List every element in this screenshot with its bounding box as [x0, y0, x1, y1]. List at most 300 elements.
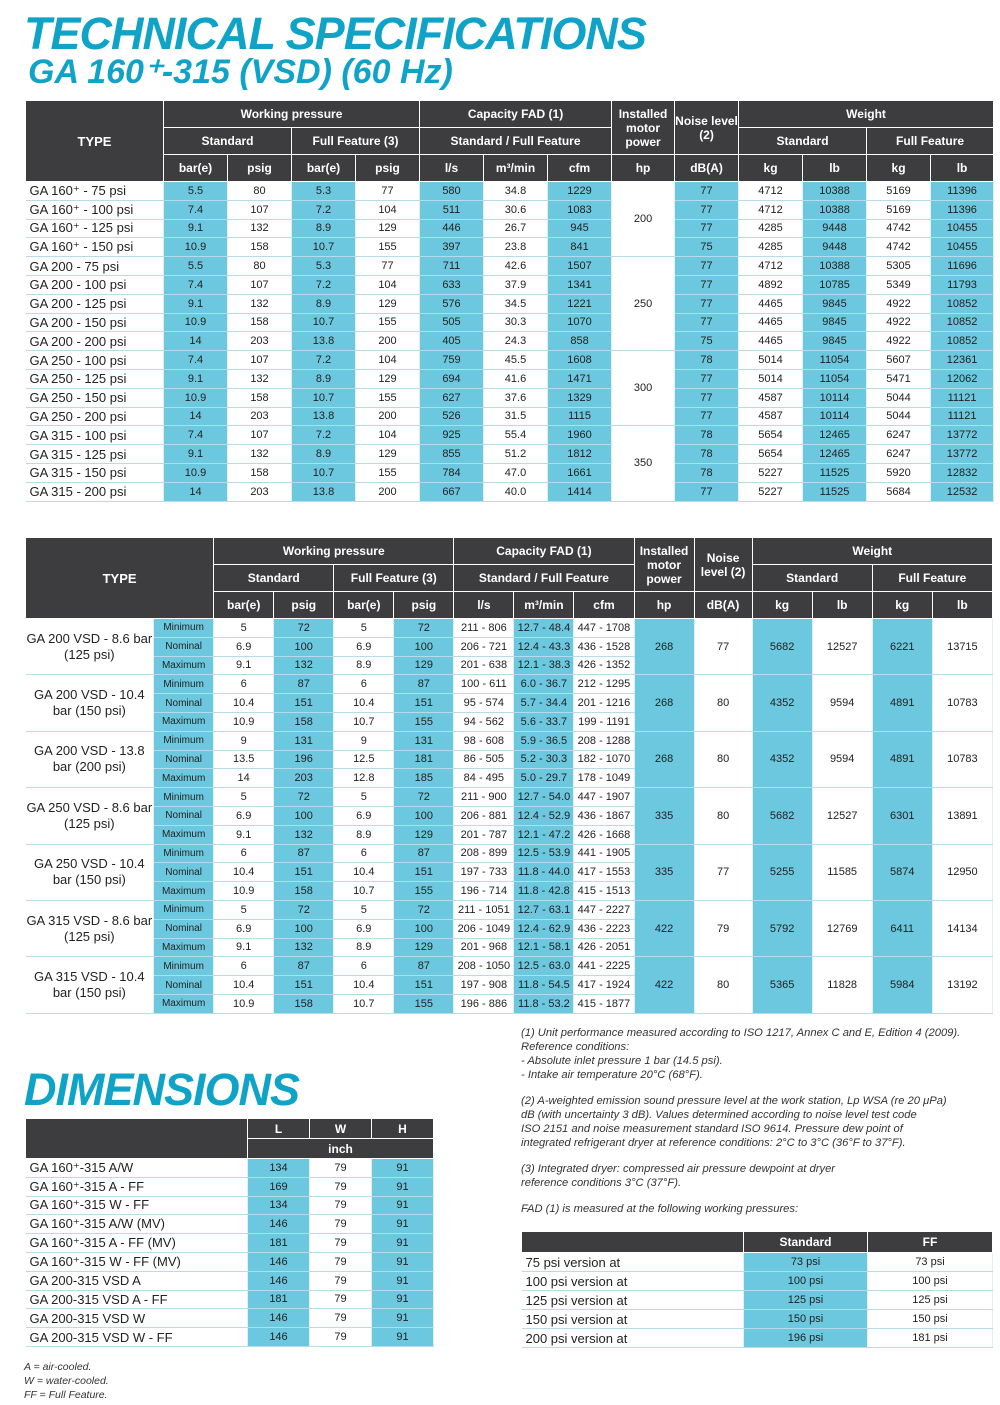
cell-value: 131	[274, 731, 334, 750]
cell-value: 158	[228, 463, 292, 482]
cell-value: 436 - 1867	[574, 806, 634, 825]
cell-value: 12.5 - 53.9	[514, 844, 574, 863]
cell-value: 10.4	[334, 976, 394, 995]
cell-value: 91	[372, 1177, 434, 1196]
standard-value: 150 psi	[744, 1310, 868, 1329]
cell-value: 31.5	[484, 407, 548, 426]
table-row	[26, 1177, 434, 1196]
weight-value: 10114	[803, 388, 867, 407]
noise-value: 77	[675, 182, 739, 201]
cell-value: 203	[228, 332, 292, 351]
table-row	[26, 182, 994, 201]
cell-value: 5.5	[164, 257, 228, 276]
cell-value: 47.0	[484, 463, 548, 482]
weight-value: 12465	[803, 426, 867, 445]
cell-value: 441 - 2225	[574, 957, 634, 976]
unit-header: bar(e)	[292, 155, 356, 182]
standard-full-feature-header: Standard / Full Feature	[420, 128, 612, 155]
note-line: integrated refrigerant dryer at reference conditions: 2°C to 3°C (36°F to 37°F).	[521, 1137, 906, 1149]
cell-value: 526	[420, 407, 484, 426]
motor-power-value: 200	[612, 182, 675, 257]
weight-value: 5607	[867, 351, 931, 370]
cell-value: 8.9	[292, 294, 356, 313]
ff-value: 100 psi	[868, 1272, 993, 1291]
cell-value: 100	[274, 806, 334, 825]
weight-value: 10388	[803, 200, 867, 219]
unit-header: psig	[274, 592, 334, 619]
row-type: GA 160⁺-315 A - FF	[26, 1177, 248, 1196]
cell-value: 711	[420, 257, 484, 276]
row-sublabel: Minimum	[154, 900, 214, 919]
weight-value: 9448	[803, 238, 867, 257]
row-sublabel: Minimum	[154, 731, 214, 750]
weight-value: 5227	[739, 463, 803, 482]
weight-value: 10783	[932, 675, 992, 731]
cell-value: 132	[274, 656, 334, 675]
table-row	[26, 788, 993, 807]
type-header	[26, 1119, 248, 1159]
row-type: GA 160⁺ - 75 psi	[26, 182, 164, 201]
weight-value: 4352	[752, 675, 812, 731]
cell-value: 855	[420, 445, 484, 464]
unit-header: lb	[932, 592, 992, 619]
cell-value: 100	[274, 637, 334, 656]
cell-value: 91	[372, 1215, 434, 1234]
cell-value: 86 - 505	[454, 750, 514, 769]
cell-value: 158	[228, 238, 292, 257]
cell-value: 203	[274, 769, 334, 788]
unit-header: kg	[739, 155, 803, 182]
row-type: GA 160⁺-315 A/W (MV)	[26, 1215, 248, 1234]
cell-value: 158	[228, 388, 292, 407]
noise-value: 75	[675, 238, 739, 257]
cell-value: 426 - 2051	[574, 938, 634, 957]
cell-value: 146	[248, 1309, 310, 1328]
row-sublabel: Minimum	[154, 844, 214, 863]
note-2	[521, 1094, 991, 1150]
cell-value: 633	[420, 275, 484, 294]
weight-value: 10852	[931, 332, 994, 351]
weight-value: 9845	[803, 332, 867, 351]
row-sublabel: Minimum	[154, 788, 214, 807]
note-line: dB (with uncertainty 3 dB). Values determined according to noise level test code	[521, 1109, 917, 1121]
table-row	[26, 1215, 434, 1234]
cell-value: 5.3	[292, 257, 356, 276]
weight-value: 9845	[803, 294, 867, 313]
row-type: GA 160⁺-315 W - FF	[26, 1196, 248, 1215]
unit-header: bar(e)	[164, 155, 228, 182]
type-header: TYPE	[26, 101, 164, 182]
cell-value: 91	[372, 1159, 434, 1178]
cell-value: 77	[356, 257, 420, 276]
cell-value: 627	[420, 388, 484, 407]
cell-value: 447 - 1708	[574, 619, 634, 638]
weight-value: 12361	[931, 351, 994, 370]
cell-value: 7.4	[164, 351, 228, 370]
cell-value: 80	[228, 257, 292, 276]
row-label: 200 psi version at	[522, 1329, 744, 1348]
cell-value: 10.4	[334, 863, 394, 882]
weight-value: 14134	[932, 900, 992, 956]
weight-value: 5471	[867, 369, 931, 388]
page-title: TECHNICAL SPECIFICATIONS	[24, 8, 646, 59]
weight-value: 12062	[931, 369, 994, 388]
weight-standard-header: Standard	[739, 128, 867, 155]
cell-value: 10.9	[164, 463, 228, 482]
cell-value: 11.8 - 53.2	[514, 994, 574, 1013]
cell-value: 7.2	[292, 275, 356, 294]
row-sublabel: Maximum	[154, 882, 214, 901]
cell-value: 80	[228, 182, 292, 201]
weight-value: 4891	[872, 675, 932, 731]
cell-value: 206 - 1049	[454, 919, 514, 938]
noise-value: 77	[675, 388, 739, 407]
weight-value: 5305	[867, 257, 931, 276]
cell-value: 6.9	[334, 806, 394, 825]
cell-value: 197 - 908	[454, 976, 514, 995]
weight-value: 4922	[867, 313, 931, 332]
cell-value: 104	[356, 351, 420, 370]
unit-header: hp	[634, 592, 694, 619]
cell-value: 87	[274, 957, 334, 976]
cell-value: 201 - 1216	[574, 694, 634, 713]
cell-value: 10.9	[164, 313, 228, 332]
cell-value: 155	[356, 388, 420, 407]
cell-value: 211 - 900	[454, 788, 514, 807]
cell-value: 1329	[548, 388, 612, 407]
cell-value: 158	[274, 712, 334, 731]
cell-value: 415 - 1877	[574, 994, 634, 1013]
page-subtitle: GA 160⁺-315 (VSD) (60 Hz)	[28, 53, 453, 91]
cell-value: 181	[248, 1234, 310, 1253]
cell-value: 415 - 1513	[574, 882, 634, 901]
spec-table-fixed-speed	[25, 100, 994, 502]
noise-value: 77	[694, 619, 752, 675]
cell-value: 8.9	[334, 656, 394, 675]
cell-value: 91	[372, 1271, 434, 1290]
table-row	[26, 619, 993, 638]
cell-value: 208 - 1050	[454, 957, 514, 976]
table-row	[26, 426, 994, 445]
weight-value: 12532	[931, 482, 994, 501]
noise-value: 77	[675, 369, 739, 388]
weight-value: 4922	[867, 332, 931, 351]
row-type: GA 160⁺-315 A - FF (MV)	[26, 1234, 248, 1253]
cell-value: 155	[394, 882, 454, 901]
unit-header: inch	[248, 1139, 434, 1159]
weight-value: 10852	[931, 294, 994, 313]
cell-value: 7.4	[164, 200, 228, 219]
noise-level-header: Noise level (2)	[694, 538, 752, 592]
cell-value: 10.7	[292, 313, 356, 332]
noise-value: 77	[675, 200, 739, 219]
unit-header: cfm	[548, 155, 612, 182]
weight-value: 9594	[812, 675, 872, 731]
row-type: GA 315 - 100 psi	[26, 426, 164, 445]
standard-header: Standard	[744, 1232, 868, 1253]
header-row-2	[26, 128, 994, 155]
weight-value: 5920	[867, 463, 931, 482]
weight-value: 4742	[867, 219, 931, 238]
row-type: GA 200 - 200 psi	[26, 332, 164, 351]
cell-value: 151	[394, 863, 454, 882]
row-sublabel: Minimum	[154, 619, 214, 638]
cell-value: 9.1	[164, 445, 228, 464]
weight-value: 6221	[872, 619, 932, 675]
motor-power-value: 300	[612, 351, 675, 426]
cell-value: 426 - 1352	[574, 656, 634, 675]
cell-value: 10.4	[334, 694, 394, 713]
cell-value: 511	[420, 200, 484, 219]
weight-value: 5169	[867, 200, 931, 219]
unit-header: dB(A)	[694, 592, 752, 619]
cell-value: 10.7	[292, 238, 356, 257]
cell-value: 100	[274, 919, 334, 938]
weight-value: 12769	[812, 900, 872, 956]
weight-value: 11793	[931, 275, 994, 294]
weight-value: 4587	[739, 407, 803, 426]
cell-value: 1960	[548, 426, 612, 445]
cell-value: 7.4	[164, 426, 228, 445]
cell-value: 84 - 495	[454, 769, 514, 788]
noise-value: 78	[675, 445, 739, 464]
weight-value: 9845	[803, 313, 867, 332]
cell-value: 6	[214, 844, 274, 863]
cell-value: 129	[394, 825, 454, 844]
cell-value: 181	[248, 1290, 310, 1309]
table-row	[26, 844, 993, 863]
weight-value: 5169	[867, 182, 931, 201]
cell-value: 100	[394, 806, 454, 825]
cell-value: 55.4	[484, 426, 548, 445]
cell-value: 196 - 714	[454, 882, 514, 901]
row-type: GA 160⁺ - 100 psi	[26, 200, 164, 219]
cell-value: 206 - 881	[454, 806, 514, 825]
row-type: GA 315 - 150 psi	[26, 463, 164, 482]
cell-value: 1070	[548, 313, 612, 332]
cell-value: 5.7 - 34.4	[514, 694, 574, 713]
cell-value: 1341	[548, 275, 612, 294]
cell-value: 14	[164, 482, 228, 501]
cell-value: 6	[334, 675, 394, 694]
cell-value: 132	[274, 938, 334, 957]
weight-value: 4285	[739, 219, 803, 238]
cell-value: 8.9	[334, 825, 394, 844]
table-row	[26, 294, 994, 313]
cell-value: 107	[228, 426, 292, 445]
cell-value: 667	[420, 482, 484, 501]
cell-value: 6.9	[334, 637, 394, 656]
weight-value: 11525	[803, 482, 867, 501]
unit-header: hp	[612, 155, 675, 182]
cell-value: 1608	[548, 351, 612, 370]
cell-value: 79	[310, 1177, 372, 1196]
cell-value: 1507	[548, 257, 612, 276]
cell-value: 208 - 899	[454, 844, 514, 863]
cell-value: 784	[420, 463, 484, 482]
row-sublabel: Maximum	[154, 656, 214, 675]
unit-header: l/s	[454, 592, 514, 619]
cell-value: 9.1	[164, 219, 228, 238]
cell-value: 95 - 574	[454, 694, 514, 713]
unit-header: kg	[752, 592, 812, 619]
table-row	[522, 1329, 993, 1348]
cell-value: 23.8	[484, 238, 548, 257]
table-row	[26, 219, 994, 238]
motor-power-value: 268	[634, 731, 694, 787]
cell-value: 7.2	[292, 426, 356, 445]
row-type: GA 160⁺ - 125 psi	[26, 219, 164, 238]
cell-value: 132	[228, 369, 292, 388]
table-row	[26, 1271, 434, 1290]
cell-value: 10.7	[292, 388, 356, 407]
cell-value: 1115	[548, 407, 612, 426]
ff-header: FF	[868, 1232, 993, 1253]
cell-value: 6	[334, 844, 394, 863]
cell-value: 201 - 638	[454, 656, 514, 675]
note-1	[521, 1026, 991, 1082]
cell-value: 426 - 1668	[574, 825, 634, 844]
cell-value: 10.7	[334, 712, 394, 731]
cell-value: 10.7	[292, 463, 356, 482]
cell-value: 14	[164, 407, 228, 426]
cell-value: 580	[420, 182, 484, 201]
cell-value: 131	[394, 731, 454, 750]
cell-value: 5.5	[164, 182, 228, 201]
cell-value: 11.8 - 54.5	[514, 976, 574, 995]
cell-value: 7.2	[292, 351, 356, 370]
cell-value: 447 - 1907	[574, 788, 634, 807]
weight-value: 12950	[932, 844, 992, 900]
weight-value: 11525	[803, 463, 867, 482]
row-type: GA 200-315 VSD W	[26, 1309, 248, 1328]
header-row-1	[26, 1119, 434, 1139]
cell-value: 5.9 - 36.5	[514, 731, 574, 750]
header-row-1	[26, 538, 993, 565]
cell-value: 72	[274, 619, 334, 638]
table-row	[26, 388, 994, 407]
dimensions-title: DIMENSIONS	[24, 1064, 300, 1115]
row-type: GA 200-315 VSD W - FF	[26, 1328, 248, 1347]
table-row	[26, 275, 994, 294]
abbreviation-legend	[24, 1360, 109, 1402]
cell-value: 30.3	[484, 313, 548, 332]
weight-value: 5654	[739, 445, 803, 464]
cell-value: 12.5	[334, 750, 394, 769]
cell-value: 79	[310, 1309, 372, 1328]
cell-value: 41.6	[484, 369, 548, 388]
cell-value: 436 - 1528	[574, 637, 634, 656]
cell-value: 203	[228, 482, 292, 501]
row-sublabel: Maximum	[154, 938, 214, 957]
cell-value: 178 - 1049	[574, 769, 634, 788]
weight-value: 9594	[812, 731, 872, 787]
table-row	[26, 957, 993, 976]
label-header	[522, 1232, 744, 1253]
capacity-header: Capacity FAD (1)	[454, 538, 634, 565]
cell-value: 5	[214, 619, 274, 638]
cell-value: 12.4 - 52.9	[514, 806, 574, 825]
cell-value: 5	[214, 900, 274, 919]
cell-value: 5.3	[292, 182, 356, 201]
weight-value: 6247	[867, 445, 931, 464]
row-type: GA 250 - 100 psi	[26, 351, 164, 370]
cell-value: 6	[214, 957, 274, 976]
cell-value: 7.4	[164, 275, 228, 294]
cell-value: 945	[548, 219, 612, 238]
cell-value: 26.7	[484, 219, 548, 238]
cell-value: 91	[372, 1234, 434, 1253]
table-row	[26, 313, 994, 332]
cell-value: 12.1 - 58.1	[514, 938, 574, 957]
cell-value: 104	[356, 200, 420, 219]
cell-value: 436 - 2223	[574, 919, 634, 938]
table-row	[26, 369, 994, 388]
cell-value: 8.9	[292, 219, 356, 238]
weight-value: 5874	[872, 844, 932, 900]
cell-value: 151	[274, 976, 334, 995]
standard-value: 196 psi	[744, 1329, 868, 1348]
cell-value: 8.9	[292, 369, 356, 388]
cell-value: 12.4 - 62.9	[514, 919, 574, 938]
weight-value: 4285	[739, 238, 803, 257]
cell-value: 6.9	[214, 806, 274, 825]
unit-header: bar(e)	[334, 592, 394, 619]
noise-value: 77	[675, 482, 739, 501]
cell-value: 155	[394, 712, 454, 731]
weight-value: 10388	[803, 182, 867, 201]
spec-table-vsd	[25, 537, 993, 1014]
cell-value: 5.6 - 33.7	[514, 712, 574, 731]
row-type: GA 160⁺-315 W - FF (MV)	[26, 1252, 248, 1271]
cell-value: 397	[420, 238, 484, 257]
cell-value: 87	[274, 844, 334, 863]
cell-value: 10.9	[164, 238, 228, 257]
cell-value: 146	[248, 1271, 310, 1290]
working-pressure-header: Working pressure	[164, 101, 420, 128]
cell-value: 129	[356, 445, 420, 464]
cell-value: 79	[310, 1159, 372, 1178]
table-row	[26, 1196, 434, 1215]
cell-value: 72	[394, 619, 454, 638]
cell-value: 1229	[548, 182, 612, 201]
cell-value: 7.2	[292, 200, 356, 219]
row-type: GA 250 - 125 psi	[26, 369, 164, 388]
cell-value: 10.9	[214, 994, 274, 1013]
weight-value: 4712	[739, 257, 803, 276]
row-type: GA 315 VSD - 10.4 bar (150 psi)	[26, 957, 154, 1013]
cell-value: 24.3	[484, 332, 548, 351]
cell-value: 11.8 - 44.0	[514, 863, 574, 882]
row-sublabel: Maximum	[154, 712, 214, 731]
weight-value: 5255	[752, 844, 812, 900]
weight-value: 11054	[803, 369, 867, 388]
cell-value: 79	[310, 1234, 372, 1253]
table-row	[26, 482, 994, 501]
cell-value: 447 - 2227	[574, 900, 634, 919]
cell-value: 694	[420, 369, 484, 388]
width-header: W	[310, 1119, 372, 1139]
table-row	[26, 257, 994, 276]
row-type: GA 200-315 VSD A - FF	[26, 1290, 248, 1309]
cell-value: 405	[420, 332, 484, 351]
cell-value: 107	[228, 351, 292, 370]
row-sublabel: Nominal	[154, 750, 214, 769]
cell-value: 417 - 1924	[574, 976, 634, 995]
cell-value: 181	[394, 750, 454, 769]
cell-value: 6.0 - 36.7	[514, 675, 574, 694]
cell-value: 146	[248, 1328, 310, 1347]
